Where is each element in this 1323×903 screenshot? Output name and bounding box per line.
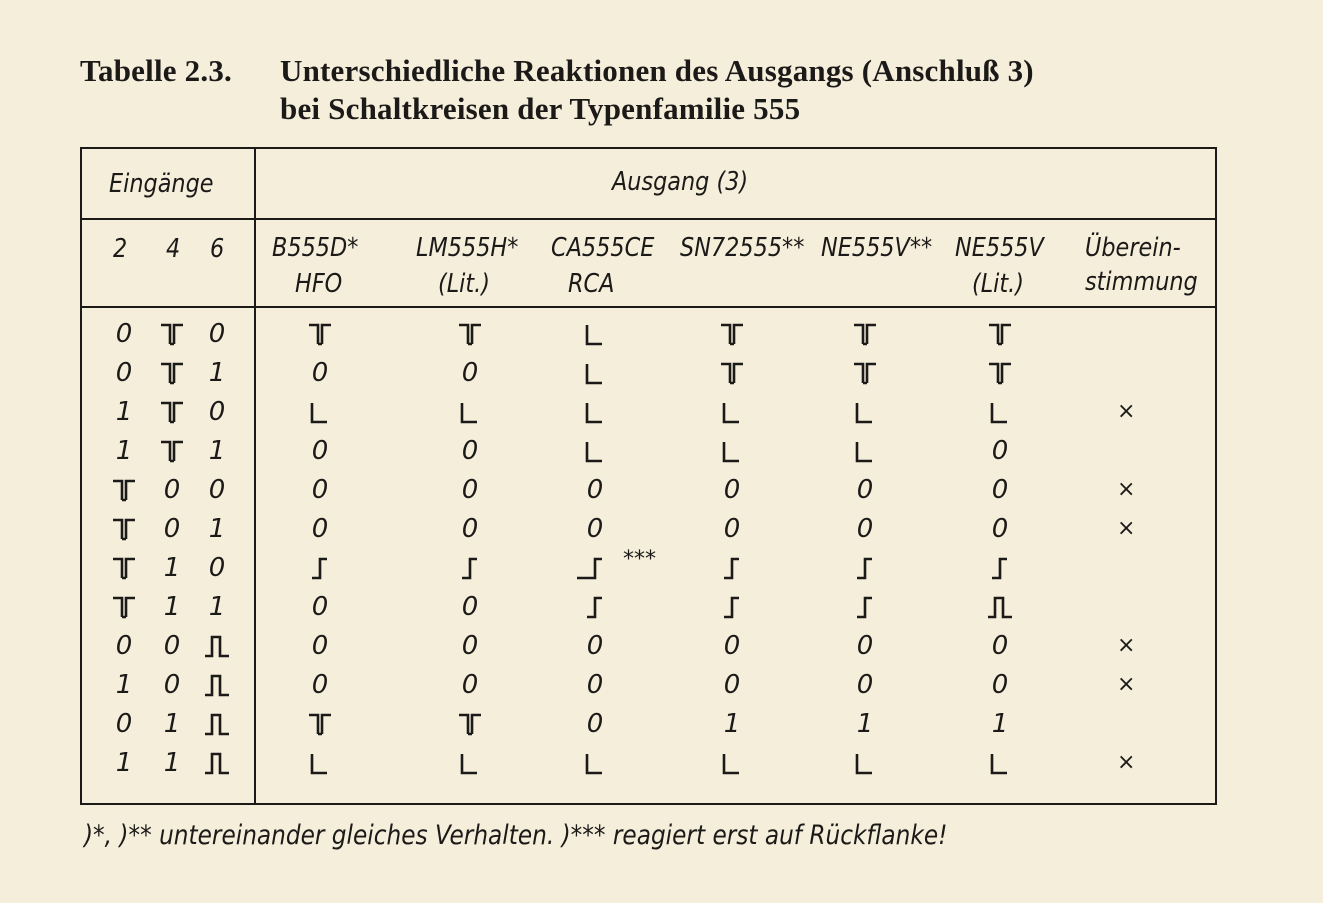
row-11-output-6: 1: [991, 709, 1009, 739]
row-1-output-5-symbol: [845, 319, 885, 349]
row-4-output-5-symbol: [845, 436, 885, 466]
signal-trace: [113, 598, 135, 617]
row-12-output-3-symbol: [575, 748, 615, 778]
row-4-output-2: 0: [461, 436, 479, 466]
col-lm555h-line1: LM555H*: [416, 233, 519, 263]
col-lm555h-line2: (Lit.): [438, 269, 491, 299]
signal-trace: [587, 442, 602, 461]
row-11-output-2-symbol: [450, 709, 490, 739]
row-4-output-4: [712, 436, 752, 466]
input-pin-2: 2: [113, 234, 128, 264]
row-1-output-3: [575, 319, 615, 349]
row-12-output-5: [845, 748, 885, 778]
row-12-output-4-symbol: [712, 748, 752, 778]
row-8-input-2-symbol: [104, 592, 144, 622]
col-match-line2: stimmung: [1085, 267, 1198, 297]
col-b555d-line1: B555D*: [272, 233, 359, 263]
row-1-output-5: [845, 319, 885, 349]
row-10-input-4: 0: [163, 670, 181, 700]
signal-trace: [462, 403, 477, 422]
row-7-output-3-symbol: [575, 553, 615, 583]
inputs-output-divider: [254, 149, 256, 803]
signal-trace: [161, 403, 183, 422]
row-9-output-5: 0: [856, 631, 874, 661]
row-12-match-mark: ×: [1117, 750, 1136, 775]
col-ne555v-line1: NE555V**: [821, 233, 933, 263]
row-10-input-2: 1: [115, 670, 133, 700]
row-9-output-2: 0: [461, 631, 479, 661]
row-8-output-3-symbol: [575, 592, 615, 622]
signal-trace: [989, 325, 1011, 344]
signal-trace: [854, 325, 876, 344]
inputs-group-header: Eingänge: [109, 169, 214, 199]
row-9-output-4: 0: [723, 631, 741, 661]
row-12-output-1-symbol: [300, 748, 340, 778]
row-11-input-2: 0: [115, 709, 133, 739]
row-9-input-2: 0: [115, 631, 133, 661]
row-6-output-5: 0: [856, 514, 874, 544]
row-3-output-2: [450, 397, 490, 427]
signal-trace: [205, 676, 229, 695]
row-10-output-1: 0: [311, 670, 329, 700]
row-6-output-6: 0: [991, 514, 1009, 544]
row-4-input-6: 1: [208, 436, 226, 466]
signal-trace: [161, 442, 183, 461]
row-3-output-6: [980, 397, 1020, 427]
output-group-header: Ausgang (3): [612, 167, 749, 197]
row-6-input-2: [104, 514, 144, 544]
signal-trace: [857, 754, 872, 773]
row-5-output-2: 0: [461, 475, 479, 505]
row-7-input-2: [104, 553, 144, 583]
row-7-output-6: [980, 553, 1020, 583]
row-11-output-4: 1: [723, 709, 741, 739]
signal-trace: [113, 559, 135, 578]
signal-trace: [459, 715, 481, 734]
row-5-output-5: 0: [856, 475, 874, 505]
signal-trace: [309, 325, 331, 344]
row-2-output-5-symbol: [845, 358, 885, 388]
row-1-input-6: 0: [208, 319, 226, 349]
row-6-input-4: 0: [163, 514, 181, 544]
row-8-output-1: 0: [311, 592, 329, 622]
row-9-output-1: 0: [311, 631, 329, 661]
signal-trace: [854, 364, 876, 383]
row-6-output-1: 0: [311, 514, 329, 544]
signal-trace: [312, 559, 327, 578]
row-1-input-4: [152, 319, 192, 349]
footnote: )*, )** untereinander gleiches Verhalten. )*** reagiert erst auf Rückflanke!: [84, 820, 948, 851]
row-9-input-6-symbol: [197, 631, 237, 661]
signal-trace: [309, 715, 331, 734]
row-10-input-6-symbol: [197, 670, 237, 700]
row-5-output-6: 0: [991, 475, 1009, 505]
signal-trace: [992, 754, 1007, 773]
signal-trace: [587, 403, 602, 422]
signal-trace: [462, 559, 477, 578]
row-7-output-6-symbol: [980, 553, 1020, 583]
header-divider: [82, 218, 1215, 220]
row-11-output-1: [300, 709, 340, 739]
signal-trace: [857, 559, 872, 578]
row-9-match-mark: ×: [1117, 633, 1136, 658]
row-8-output-4-symbol: [712, 592, 752, 622]
reaction-table: [80, 147, 1217, 805]
row-12-output-1: [300, 748, 340, 778]
row-7-input-2-symbol: [104, 553, 144, 583]
signal-trace: [577, 559, 602, 578]
signal-trace: [587, 754, 602, 773]
row-3-output-1-symbol: [300, 397, 340, 427]
signal-trace: [857, 403, 872, 422]
row-12-input-4: 1: [163, 748, 181, 778]
row-5-input-6: 0: [208, 475, 226, 505]
row-9-output-3: 0: [586, 631, 604, 661]
row-1-input-4-symbol: [152, 319, 192, 349]
row-1-output-1-symbol: [300, 319, 340, 349]
row-11-output-2: [450, 709, 490, 739]
table-number: Tabelle 2.3.: [80, 53, 232, 88]
row-9-input-6: [197, 631, 237, 661]
row-6-output-3: 0: [586, 514, 604, 544]
row-3-output-2-symbol: [450, 397, 490, 427]
row-8-input-2: [104, 592, 144, 622]
signal-trace: [587, 364, 602, 383]
row-12-output-2: [450, 748, 490, 778]
row-12-output-6: [980, 748, 1020, 778]
signal-trace: [459, 325, 481, 344]
row-5-output-4: 0: [723, 475, 741, 505]
row-1-output-4: [712, 319, 752, 349]
row-4-output-5: [845, 436, 885, 466]
row-10-input-6: [197, 670, 237, 700]
row-8-output-6-symbol: [980, 592, 1020, 622]
row-8-input-4: 1: [163, 592, 181, 622]
row-1-output-4-symbol: [712, 319, 752, 349]
signal-trace: [312, 403, 327, 422]
signal-trace: [312, 754, 327, 773]
col-ca555ce-line1: CA555CE: [551, 233, 655, 263]
row-2-input-4: [152, 358, 192, 388]
row-12-output-6-symbol: [980, 748, 1020, 778]
row-1-input-2: 0: [115, 319, 133, 349]
row-4-output-3: [575, 436, 615, 466]
row-7-input-4: 1: [163, 553, 181, 583]
col-sn72555-line1: SN72555**: [680, 233, 805, 263]
row-8-output-2: 0: [461, 592, 479, 622]
row-2-output-3-symbol: [575, 358, 615, 388]
row-9-input-4: 0: [163, 631, 181, 661]
row-5-input-2-symbol: [104, 475, 144, 505]
row-8-output-5: [845, 592, 885, 622]
row-1-output-1: [300, 319, 340, 349]
signal-trace: [857, 598, 872, 617]
row-12-input-2: 1: [115, 748, 133, 778]
row-8-output-3: [575, 592, 615, 622]
signal-trace: [205, 637, 229, 656]
row-2-output-2: 0: [461, 358, 479, 388]
signal-trace: [587, 325, 602, 344]
row-10-output-2: 0: [461, 670, 479, 700]
signal-trace: [113, 481, 135, 500]
row-12-output-5-symbol: [845, 748, 885, 778]
row-1-output-3-symbol: [575, 319, 615, 349]
row-12-output-4: [712, 748, 752, 778]
row-8-output-4: [712, 592, 752, 622]
signal-trace: [113, 520, 135, 539]
row-7-output-5-symbol: [845, 553, 885, 583]
signal-trace: [462, 754, 477, 773]
delayed-note-marker: ***: [623, 547, 656, 572]
row-11-input-6-symbol: [197, 709, 237, 739]
col-ne555v-lit-line2: (Lit.): [972, 269, 1025, 299]
row-3-output-3-symbol: [575, 397, 615, 427]
row-7-output-4-symbol: [712, 553, 752, 583]
signal-trace: [857, 442, 872, 461]
row-7-output-2-symbol: [450, 553, 490, 583]
signal-trace: [161, 325, 183, 344]
row-11-output-1-symbol: [300, 709, 340, 739]
row-1-output-2: [450, 319, 490, 349]
signal-trace: [988, 598, 1012, 617]
row-3-input-4: [152, 397, 192, 427]
row-12-output-3: [575, 748, 615, 778]
row-2-output-3: [575, 358, 615, 388]
row-3-output-5: [845, 397, 885, 427]
row-10-output-6: 0: [991, 670, 1009, 700]
row-2-input-2: 0: [115, 358, 133, 388]
input-pin-6: 6: [210, 234, 225, 264]
row-7-output-5: [845, 553, 885, 583]
row-2-output-1: 0: [311, 358, 329, 388]
row-4-output-6: 0: [991, 436, 1009, 466]
row-2-output-4: [712, 358, 752, 388]
row-3-output-1: [300, 397, 340, 427]
signal-trace: [724, 754, 739, 773]
col-ne555v-lit-line1: NE555V: [955, 233, 1044, 263]
row-3-input-6: 0: [208, 397, 226, 427]
row-10-output-3: 0: [586, 670, 604, 700]
signal-trace: [205, 754, 229, 773]
row-3-output-5-symbol: [845, 397, 885, 427]
row-7-output-1: [300, 553, 340, 583]
row-11-input-6: [197, 709, 237, 739]
row-4-output-3-symbol: [575, 436, 615, 466]
row-7-output-2: [450, 553, 490, 583]
signal-trace: [724, 403, 739, 422]
input-pin-4: 4: [166, 234, 181, 264]
row-5-output-3: 0: [586, 475, 604, 505]
row-7-output-3: [575, 553, 615, 583]
row-12-input-6: [197, 748, 237, 778]
table-caption: [80, 52, 1034, 128]
signal-trace: [205, 715, 229, 734]
caption-line-1: Unterschiedliche Reaktionen des Ausgangs (Anschluß 3): [280, 53, 1034, 88]
row-1-output-6: [980, 319, 1020, 349]
row-3-output-6-symbol: [980, 397, 1020, 427]
row-11-output-5: 1: [856, 709, 874, 739]
row-2-output-6: [980, 358, 1020, 388]
row-11-input-4: 1: [163, 709, 181, 739]
col-ca555ce-line2: RCA: [568, 269, 615, 299]
row-6-output-4: 0: [723, 514, 741, 544]
col-match-line1: Überein-: [1085, 233, 1181, 263]
row-6-match-mark: ×: [1117, 516, 1136, 541]
row-8-input-6: 1: [208, 592, 226, 622]
row-4-output-4-symbol: [712, 436, 752, 466]
row-1-output-6-symbol: [980, 319, 1020, 349]
row-2-output-4-symbol: [712, 358, 752, 388]
row-10-output-5: 0: [856, 670, 874, 700]
row-4-output-1: 0: [311, 436, 329, 466]
signal-trace: [721, 364, 743, 383]
row-3-input-2: 1: [115, 397, 133, 427]
signal-trace: [721, 325, 743, 344]
row-11-output-3: 0: [586, 709, 604, 739]
row-2-input-4-symbol: [152, 358, 192, 388]
col-b555d-line2: HFO: [295, 269, 343, 299]
row-4-input-4: [152, 436, 192, 466]
row-3-output-4: [712, 397, 752, 427]
row-5-input-4: 0: [163, 475, 181, 505]
row-2-input-6: 1: [208, 358, 226, 388]
row-1-output-2-symbol: [450, 319, 490, 349]
signal-trace: [992, 559, 1007, 578]
row-8-output-6: [980, 592, 1020, 622]
row-2-output-6-symbol: [980, 358, 1020, 388]
signal-trace: [724, 559, 739, 578]
row-6-input-6: 1: [208, 514, 226, 544]
row-12-output-2-symbol: [450, 748, 490, 778]
row-4-input-2: 1: [115, 436, 133, 466]
row-8-output-5-symbol: [845, 592, 885, 622]
row-12-input-6-symbol: [197, 748, 237, 778]
signal-trace: [989, 364, 1011, 383]
row-5-input-2: [104, 475, 144, 505]
row-6-output-2: 0: [461, 514, 479, 544]
row-7-input-6: 0: [208, 553, 226, 583]
row-3-match-mark: ×: [1117, 399, 1136, 424]
caption-line-2: bei Schaltkreisen der Typenfamilie 555: [280, 91, 801, 126]
row-4-input-4-symbol: [152, 436, 192, 466]
body-divider: [82, 306, 1215, 308]
signal-trace: [992, 403, 1007, 422]
row-3-input-4-symbol: [152, 397, 192, 427]
row-3-output-4-symbol: [712, 397, 752, 427]
row-5-match-mark: ×: [1117, 477, 1136, 502]
row-7-output-4: [712, 553, 752, 583]
row-7-output-1-symbol: [300, 553, 340, 583]
row-3-output-3: [575, 397, 615, 427]
row-9-output-6: 0: [991, 631, 1009, 661]
signal-trace: [724, 442, 739, 461]
row-10-output-4: 0: [723, 670, 741, 700]
row-5-output-1: 0: [311, 475, 329, 505]
row-2-output-5: [845, 358, 885, 388]
row-6-input-2-symbol: [104, 514, 144, 544]
signal-trace: [587, 598, 602, 617]
signal-trace: [724, 598, 739, 617]
row-10-match-mark: ×: [1117, 672, 1136, 697]
signal-trace: [161, 364, 183, 383]
